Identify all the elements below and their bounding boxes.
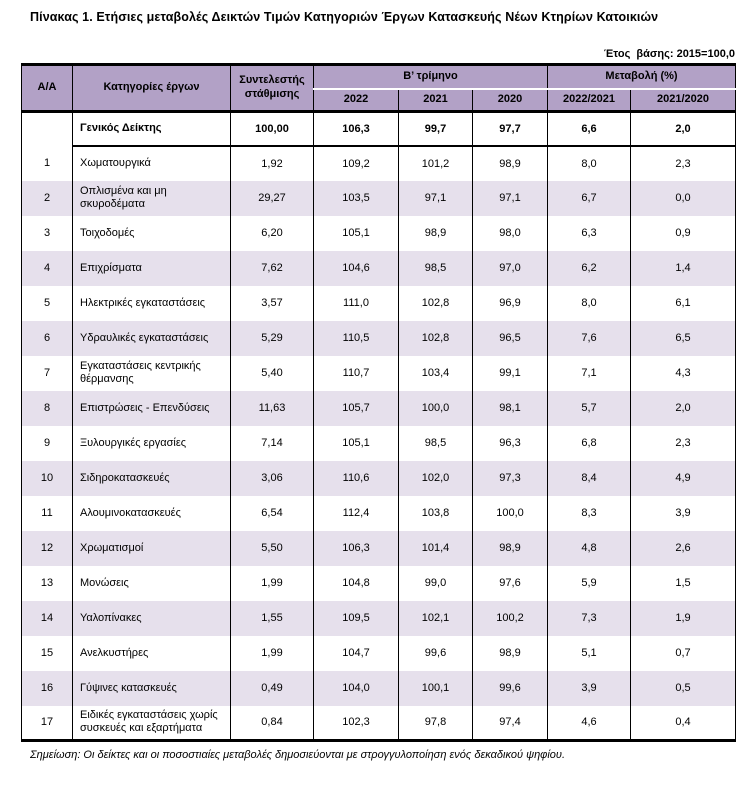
cell-index-2021: 103,8 <box>399 496 473 531</box>
cell-change-2022-2021: 4,8 <box>548 531 631 566</box>
cell-change-2021-2020: 0,7 <box>631 636 736 671</box>
cell-num: 9 <box>22 426 73 461</box>
cell-index-2021: 99,0 <box>399 566 473 601</box>
cell-index-2022: 112,4 <box>314 496 399 531</box>
cell-index-2021: 99,7 <box>399 112 473 146</box>
cell-change-2021-2020: 3,9 <box>631 496 736 531</box>
table-row <box>22 671 736 706</box>
table-row <box>22 601 736 636</box>
cell-category: Αλουμινοκατασκευές <box>73 496 231 531</box>
table-row <box>22 356 736 391</box>
cell-index-2021: 98,5 <box>399 426 473 461</box>
header-group-row <box>22 65 736 89</box>
cell-change-2021-2020: 0,0 <box>631 181 736 216</box>
cell-num: 3 <box>22 216 73 251</box>
cell-weight: 0,49 <box>231 671 314 706</box>
cell-weight: 1,92 <box>231 146 314 181</box>
cell-index-2022: 103,5 <box>314 181 399 216</box>
cell-num: 13 <box>22 566 73 601</box>
cell-index-2020: 100,0 <box>473 496 548 531</box>
cell-change-2021-2020: 4,3 <box>631 356 736 391</box>
cell-category: Οπλισμένα και μη σκυροδέματα <box>73 181 231 216</box>
cell-category: Χωματουργικά <box>73 146 231 181</box>
cell-num <box>22 112 73 146</box>
cell-num: 7 <box>22 356 73 391</box>
cell-index-2020: 100,2 <box>473 601 548 636</box>
table-row <box>22 566 736 601</box>
cell-weight: 0,84 <box>231 706 314 741</box>
cell-change-2022-2021: 7,6 <box>548 321 631 356</box>
cell-num: 1 <box>22 146 73 181</box>
table-row <box>22 636 736 671</box>
cell-num: 15 <box>22 636 73 671</box>
cell-weight: 5,40 <box>231 356 314 391</box>
cell-num: 8 <box>22 391 73 426</box>
cell-change-2022-2021: 6,7 <box>548 181 631 216</box>
cell-num: 17 <box>22 706 73 741</box>
cell-category: Γενικός Δείκτης <box>73 112 231 146</box>
cell-change-2021-2020: 0,5 <box>631 671 736 706</box>
cell-index-2020: 97,4 <box>473 706 548 741</box>
cell-index-2020: 97,7 <box>473 112 548 146</box>
cell-change-2022-2021: 4,6 <box>548 706 631 741</box>
cell-category: Ξυλουργικές εργασίες <box>73 426 231 461</box>
cell-index-2022: 110,6 <box>314 461 399 496</box>
cell-weight: 29,27 <box>231 181 314 216</box>
table-row <box>22 391 736 426</box>
header-change-2021-2020: 2021/2020 <box>631 89 736 112</box>
cell-num: 10 <box>22 461 73 496</box>
cell-index-2020: 98,0 <box>473 216 548 251</box>
cell-num: 6 <box>22 321 73 356</box>
cell-index-2022: 105,1 <box>314 426 399 461</box>
cell-category: Ειδικές εγκαταστάσεις χωρίς συσκευές και εξαρτήματα <box>73 706 231 741</box>
cell-change-2021-2020: 6,5 <box>631 321 736 356</box>
cell-change-2021-2020: 1,5 <box>631 566 736 601</box>
cell-index-2022: 109,2 <box>314 146 399 181</box>
cell-category: Γύψινες κατασκευές <box>73 671 231 706</box>
base-year-note: Έτος βάσης: 2015=100,0 <box>603 48 735 60</box>
cell-index-2022: 106,3 <box>314 531 399 566</box>
header-change-group: Μεταβολή (%) <box>548 65 736 89</box>
cell-index-2021: 99,6 <box>399 636 473 671</box>
cell-change-2022-2021: 8,0 <box>548 286 631 321</box>
header-change-2022-2021: 2022/2021 <box>548 89 631 112</box>
cell-index-2022: 104,0 <box>314 671 399 706</box>
cell-change-2021-2020: 2,6 <box>631 531 736 566</box>
cell-category: Μονώσεις <box>73 566 231 601</box>
header-year-2021: 2021 <box>399 89 473 112</box>
cell-num: 11 <box>22 496 73 531</box>
cell-index-2020: 96,5 <box>473 321 548 356</box>
cell-change-2021-2020: 2,0 <box>631 112 736 146</box>
cell-num: 16 <box>22 671 73 706</box>
footnote: Σημείωση: Οι δείκτες και οι ποσοστιαίες μεταβολές δημοσιεύονται με στρογγυλοποίηση ενός δεκαδικού ψηφίου. <box>30 749 566 761</box>
cell-index-2022: 105,7 <box>314 391 399 426</box>
cell-change-2022-2021: 3,9 <box>548 671 631 706</box>
cell-weight: 7,14 <box>231 426 314 461</box>
cell-change-2022-2021: 7,1 <box>548 356 631 391</box>
cell-category: Επιχρίσματα <box>73 251 231 286</box>
table-header <box>22 65 736 112</box>
header-year-2022: 2022 <box>314 89 399 112</box>
cell-index-2022: 106,3 <box>314 112 399 146</box>
cell-change-2021-2020: 4,9 <box>631 461 736 496</box>
price-index-table <box>21 63 736 742</box>
cell-index-2021: 97,8 <box>399 706 473 741</box>
cell-category: Υδραυλικές εγκαταστάσεις <box>73 321 231 356</box>
cell-index-2021: 102,8 <box>399 286 473 321</box>
cell-change-2022-2021: 5,1 <box>548 636 631 671</box>
cell-change-2022-2021: 6,3 <box>548 216 631 251</box>
header-year-2020: 2020 <box>473 89 548 112</box>
cell-change-2022-2021: 8,3 <box>548 496 631 531</box>
cell-category: Ηλεκτρικές εγκαταστάσεις <box>73 286 231 321</box>
cell-index-2021: 102,0 <box>399 461 473 496</box>
table-row <box>22 251 736 286</box>
cell-index-2020: 98,1 <box>473 391 548 426</box>
cell-change-2022-2021: 5,9 <box>548 566 631 601</box>
table-row <box>22 181 736 216</box>
table-row <box>22 216 736 251</box>
header-quarter-group: Β’ τρίμηνο <box>314 65 548 89</box>
cell-weight: 3,06 <box>231 461 314 496</box>
cell-index-2020: 96,9 <box>473 286 548 321</box>
cell-num: 2 <box>22 181 73 216</box>
cell-index-2022: 110,7 <box>314 356 399 391</box>
cell-change-2021-2020: 0,9 <box>631 216 736 251</box>
cell-index-2021: 102,1 <box>399 601 473 636</box>
table-row <box>22 531 736 566</box>
cell-index-2020: 97,6 <box>473 566 548 601</box>
cell-weight: 6,20 <box>231 216 314 251</box>
cell-category: Επιστρώσεις - Επενδύσεις <box>73 391 231 426</box>
cell-index-2020: 97,1 <box>473 181 548 216</box>
cell-num: 14 <box>22 601 73 636</box>
cell-category: Σιδηροκατασκευές <box>73 461 231 496</box>
cell-index-2021: 103,4 <box>399 356 473 391</box>
cell-change-2021-2020: 1,9 <box>631 601 736 636</box>
table-row <box>22 461 736 496</box>
cell-change-2022-2021: 6,2 <box>548 251 631 286</box>
cell-index-2022: 111,0 <box>314 286 399 321</box>
cell-index-2021: 100,1 <box>399 671 473 706</box>
cell-category: Τοιχοδομές <box>73 216 231 251</box>
header-num: Α/Α <box>22 65 73 112</box>
cell-index-2021: 101,2 <box>399 146 473 181</box>
cell-index-2021: 102,8 <box>399 321 473 356</box>
cell-index-2020: 99,1 <box>473 356 548 391</box>
cell-num: 5 <box>22 286 73 321</box>
cell-index-2022: 102,3 <box>314 706 399 741</box>
general-index-row <box>22 112 736 146</box>
cell-category: Ανελκυστήρες <box>73 636 231 671</box>
cell-change-2021-2020: 2,0 <box>631 391 736 426</box>
cell-weight: 1,99 <box>231 636 314 671</box>
cell-change-2022-2021: 8,4 <box>548 461 631 496</box>
page-title: Πίνακας 1. Ετήσιες μεταβολές Δεικτών Τιμών Κατηγοριών Έργων Κατασκευής Νέων Κτηρίων Κατοικιών <box>30 10 659 24</box>
cell-change-2022-2021: 6,6 <box>548 112 631 146</box>
cell-change-2021-2020: 2,3 <box>631 426 736 461</box>
cell-index-2022: 104,7 <box>314 636 399 671</box>
cell-change-2021-2020: 0,4 <box>631 706 736 741</box>
cell-weight: 7,62 <box>231 251 314 286</box>
cell-change-2022-2021: 8,0 <box>548 146 631 181</box>
cell-index-2021: 100,0 <box>399 391 473 426</box>
cell-index-2022: 105,1 <box>314 216 399 251</box>
cell-num: 12 <box>22 531 73 566</box>
cell-category: Χρωματισμοί <box>73 531 231 566</box>
cell-change-2021-2020: 1,4 <box>631 251 736 286</box>
cell-change-2022-2021: 7,3 <box>548 601 631 636</box>
table-row <box>22 496 736 531</box>
cell-weight: 6,54 <box>231 496 314 531</box>
cell-weight: 5,50 <box>231 531 314 566</box>
cell-index-2022: 109,5 <box>314 601 399 636</box>
cell-weight: 5,29 <box>231 321 314 356</box>
cell-weight: 1,55 <box>231 601 314 636</box>
cell-index-2020: 97,3 <box>473 461 548 496</box>
cell-index-2020: 98,9 <box>473 146 548 181</box>
cell-index-2020: 99,6 <box>473 671 548 706</box>
cell-weight: 1,99 <box>231 566 314 601</box>
table-row <box>22 706 736 741</box>
cell-index-2022: 110,5 <box>314 321 399 356</box>
cell-change-2021-2020: 2,3 <box>631 146 736 181</box>
cell-index-2022: 104,6 <box>314 251 399 286</box>
cell-weight: 11,63 <box>231 391 314 426</box>
cell-index-2020: 98,9 <box>473 531 548 566</box>
cell-index-2020: 97,0 <box>473 251 548 286</box>
cell-index-2021: 98,9 <box>399 216 473 251</box>
cell-index-2020: 98,9 <box>473 636 548 671</box>
cell-category: Υαλοπίνακες <box>73 601 231 636</box>
cell-index-2021: 97,1 <box>399 181 473 216</box>
cell-weight: 3,57 <box>231 286 314 321</box>
cell-change-2022-2021: 5,7 <box>548 391 631 426</box>
cell-change-2022-2021: 6,8 <box>548 426 631 461</box>
cell-num: 4 <box>22 251 73 286</box>
table-body <box>22 112 736 741</box>
cell-index-2021: 98,5 <box>399 251 473 286</box>
header-weight: Συντελεστής στάθμισης <box>231 65 314 112</box>
cell-weight: 100,00 <box>231 112 314 146</box>
header-category: Κατηγορίες έργων <box>73 65 231 112</box>
table-row <box>22 321 736 356</box>
table-row <box>22 286 736 321</box>
table-row <box>22 146 736 181</box>
cell-index-2022: 104,8 <box>314 566 399 601</box>
cell-index-2020: 96,3 <box>473 426 548 461</box>
cell-category: Εγκαταστάσεις κεντρικής θέρμανσης <box>73 356 231 391</box>
table-row <box>22 426 736 461</box>
cell-change-2021-2020: 6,1 <box>631 286 736 321</box>
cell-index-2021: 101,4 <box>399 531 473 566</box>
